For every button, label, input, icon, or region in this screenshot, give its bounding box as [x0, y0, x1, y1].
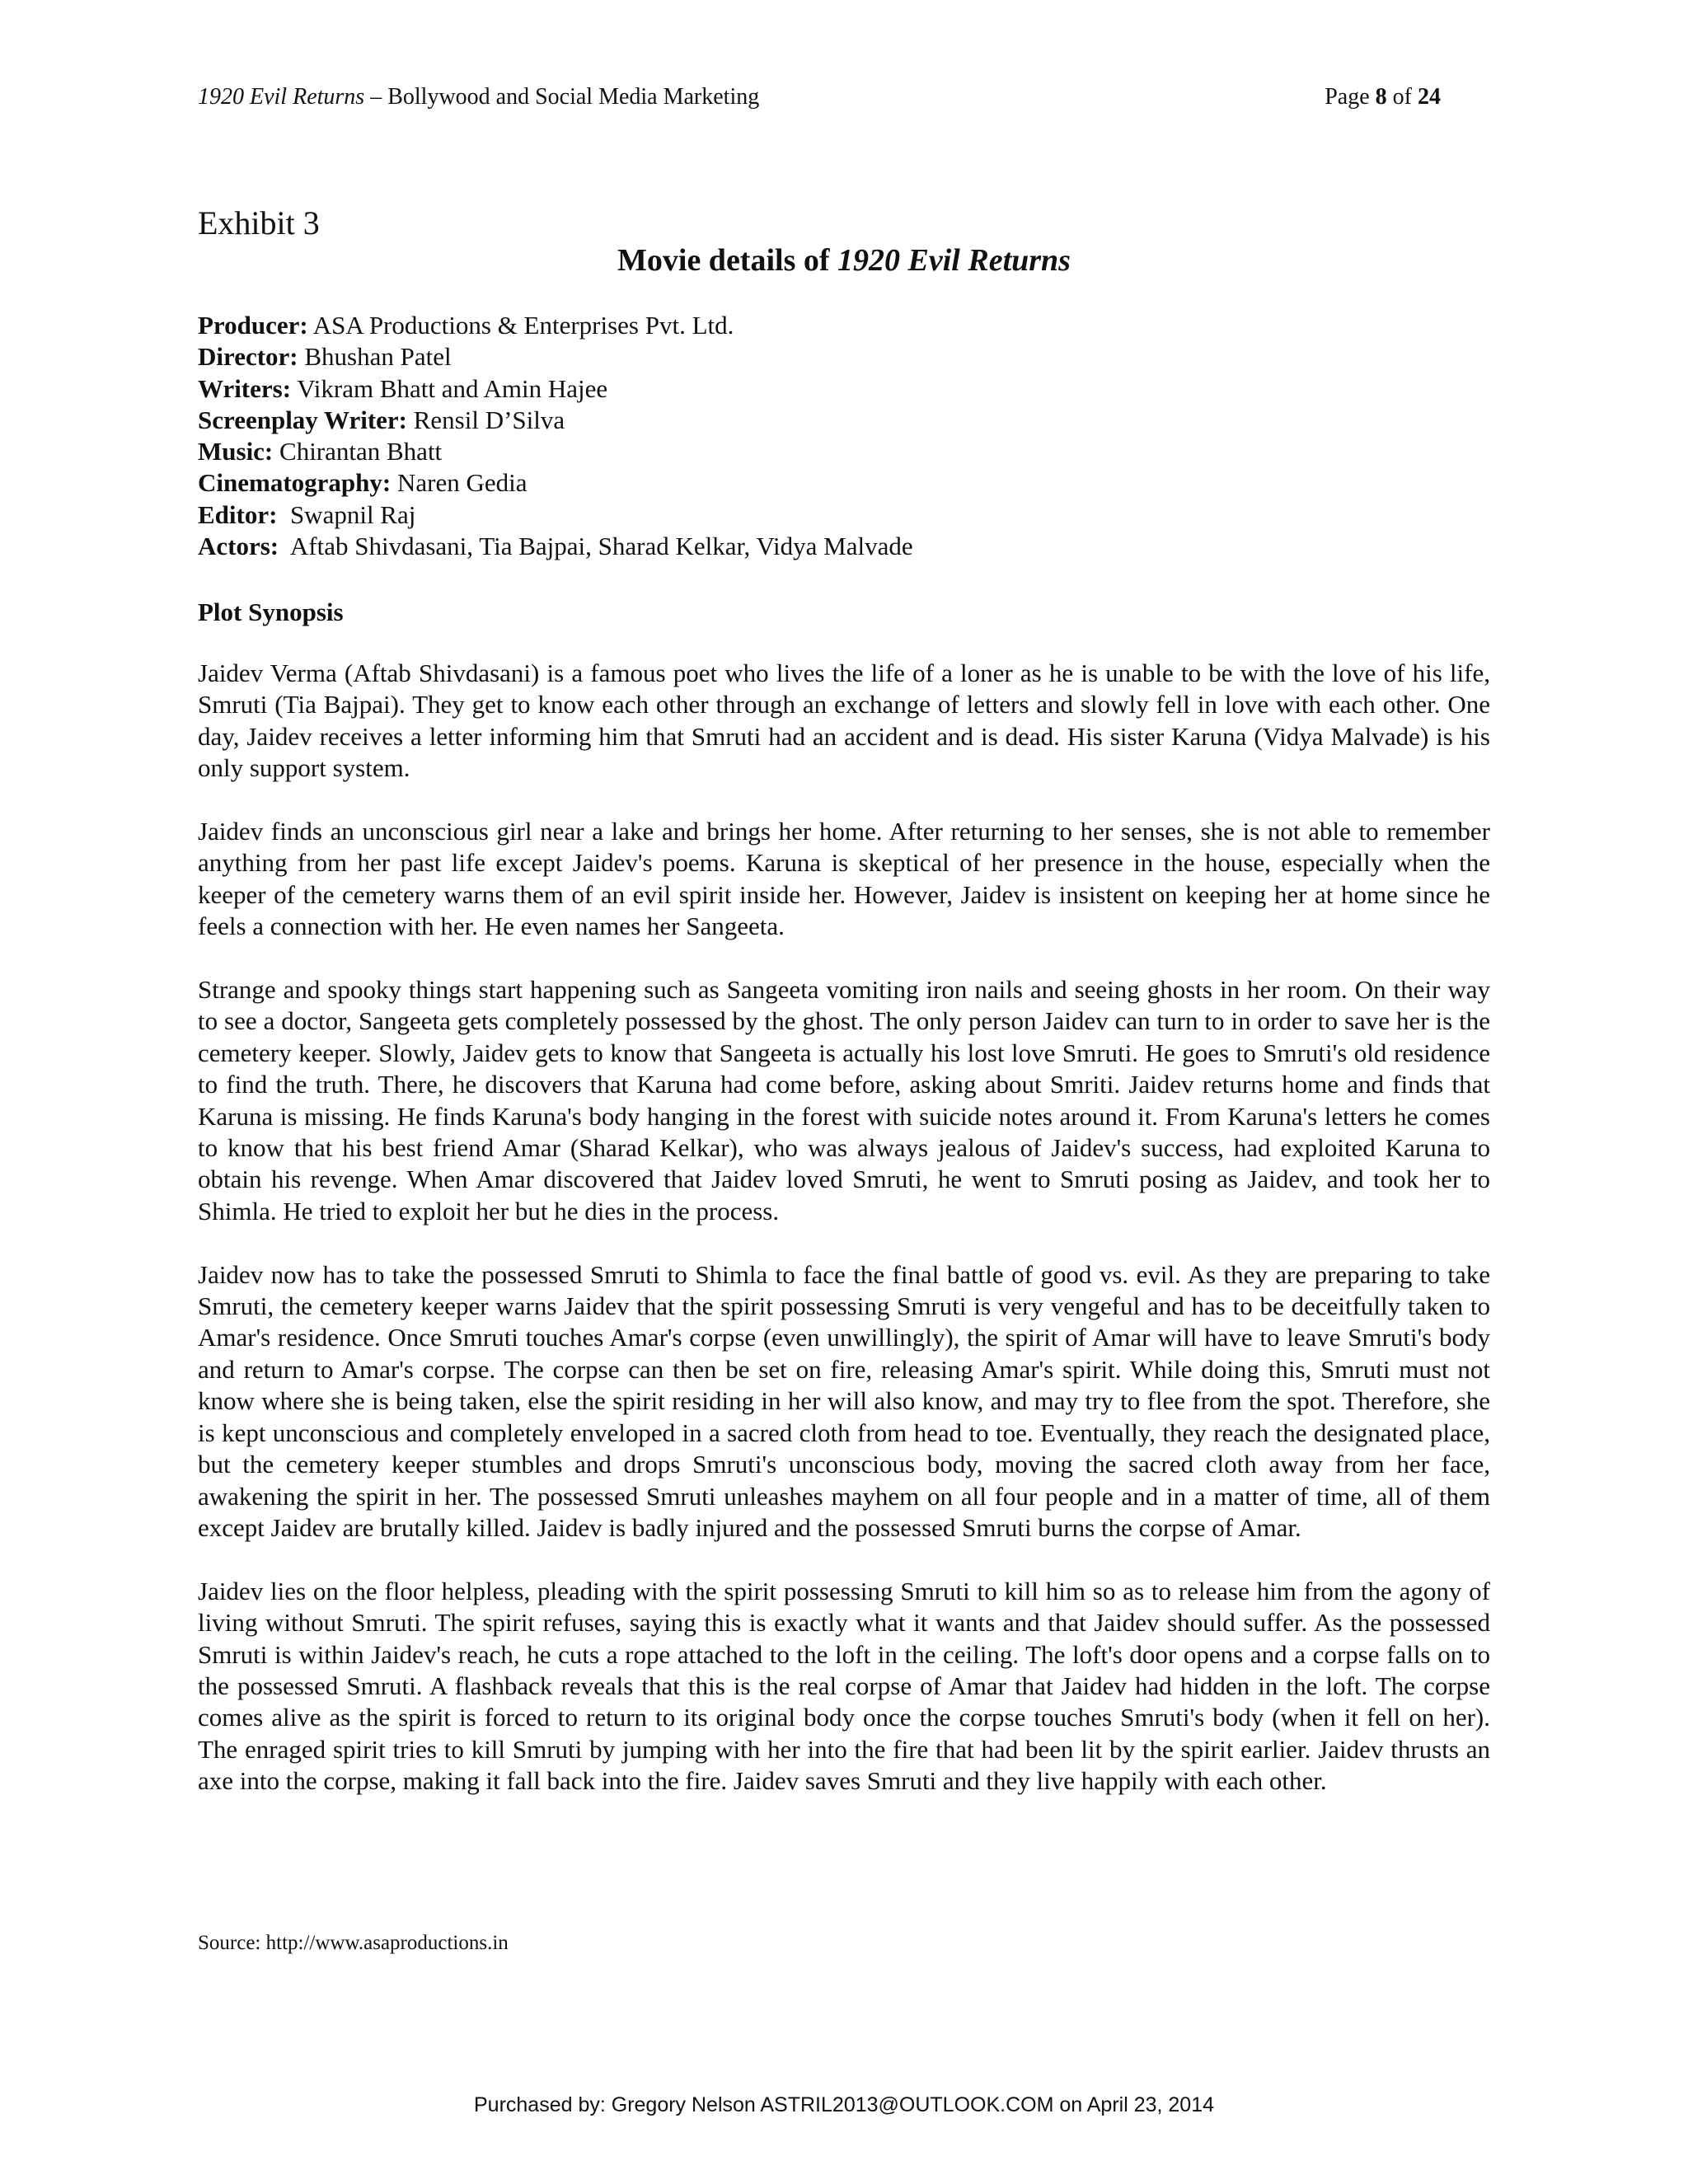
page-number-middle: of: [1386, 84, 1418, 110]
synopsis-paragraph: Jaidev finds an unconscious girl near a lake and brings her home. After returning to her senses, she is not able to remember anything from her past life except Jaidev's poems. Karuna is skeptical of her presence in the house, especially when the keeper of the cemetery warns them of an evil spirit inside her. However, Jaidev is insistent on keeping her at home since he feels a connection with her. He even names her Sangeeta.: [198, 817, 1490, 941]
page-number-total: 24: [1418, 84, 1441, 110]
plot-synopsis-body: [198, 658, 1490, 1829]
page-number-current: 8: [1375, 84, 1387, 110]
credit-value: Chirantan Bhatt: [273, 437, 443, 466]
page-number: [1325, 82, 1441, 112]
credit-label: Music:: [198, 437, 274, 466]
credit-row-editor: [198, 499, 1490, 531]
exhibit-label: Exhibit 3: [198, 204, 320, 241]
credit-label: Producer:: [198, 311, 308, 340]
credit-label: Writers:: [198, 373, 292, 403]
credit-row-actors: [198, 531, 1490, 562]
synopsis-paragraph: Jaidev now has to take the possessed Smruti to Shimla to face the final battle of good vs. evil. As they are preparing to take Smruti, the cemetery keeper warns Jaidev that the spirit possessing Smruti is very vengeful and has to be deceitfully taken to Amar's residence. Once Smruti touches Amar's corpse (even unwillingly), the spirit of Amar will have to leave Smruti's body and return to Amar's corpse. The corpse can then be set on fire, releasing Amar's spirit. While doing this, Smruti must not know where she is being taken, else the spirit residing in her will also know, and may try to flee from the spot. Therefore, she is kept unconscious and completely enveloped in a sacred cloth from head to toe. Eventually, they reach the designated place, but the cemetery keeper stumbles and drops Smruti's unconscious body, moving the sacred cloth away from her face, awakening the spirit in her. The possessed Smruti unleashes mayhem on all four people and in a matter of time, all of them except Jaidev are brutally killed. Jaidev is badly injured and the possessed Smruti burns the corpse of Amar.: [198, 1259, 1490, 1542]
credit-label: Director:: [198, 342, 298, 372]
credit-row-writers: [198, 373, 1490, 405]
credit-value: Naren Gedia: [391, 468, 528, 498]
synopsis-paragraph: Jaidev lies on the floor helpless, pleading with the spirit possessing Smruti to kill him so as to release him from the agony of living without Smruti. The spirit refuses, saying this is exactly what it wants and that Jaidev should suffer. As the possessed Smruti is within Jaidev's reach, he cuts a rope attached to the loft in the ceiling. The loft's door opens and a corpse falls on to the possessed Smruti. A flashback reveals that this is the real corpse of Amar that Jaidev had hidden in the loft. The corpse comes alive as the spirit is forced to return to its original body once the corpse touches Smruti's body (when it fell on her). The enraged spirit tries to kill Smruti by jumping with her into the fire that had been lit by the spirit earlier. Jaidev thrusts an axe into the corpse, making it fall back into the fire. Jaidev saves Smruti and they live happily with each other.: [198, 1576, 1490, 1796]
credit-value: Swapnil Raj: [277, 499, 416, 529]
credit-label: Screenplay Writer:: [198, 405, 407, 434]
credit-row-music: [198, 436, 1490, 467]
source-note: Source: http://www.asaproductions.in: [198, 1932, 509, 1954]
plot-synopsis-heading: Plot Synopsis: [198, 598, 344, 626]
credit-label: Cinematography:: [198, 468, 392, 498]
document-title-prefix: Movie details of: [617, 243, 838, 278]
credit-row-producer: [198, 310, 1490, 341]
credit-row-cinematography: [198, 467, 1490, 499]
document-title-italic: 1920 Evil Returns: [837, 243, 1071, 278]
credit-row-director: [198, 341, 1490, 373]
page-number-prefix: Page: [1325, 84, 1376, 110]
running-title-italic: 1920 Evil Returns: [198, 84, 365, 110]
synopsis-paragraph: Strange and spooky things start happening such as Sangeeta vomiting iron nails and seeing ghosts in her room. On their way to see a doctor, Sangeeta gets completely possessed by the ghost. The only person Jaidev can turn to in order to save her is the cemetery keeper. Slowly, Jaidev gets to know that Sangeeta is actually his lost love Smruti. He goes to Smruti's old residence to find the truth. There, he discovers that Karuna had come before, asking about Smriti. Jaidev returns home and finds that Karuna is missing. He finds Karuna's body hanging in the forest with suicide notes around it. From Karuna's letters he comes to know that his best friend Amar (Sharad Kelkar), who was always jealous of Jaidev's success, had exploited Karuna to obtain his revenge. When Amar discovered that Jaidev loved Smruti, he went to Smruti posing as Jaidev, and took her to Shimla. He tried to exploit her but he dies in the process.: [198, 975, 1490, 1226]
credit-row-screenplay-writer: [198, 405, 1490, 436]
synopsis-paragraph: Jaidev Verma (Aftab Shivdasani) is a famous poet who lives the life of a loner as he is unable to be with the love of his life, Smruti (Tia Bajpai). They get to know each other through an exchange of letters and slowly fell in love with each other. One day, Jaidev receives a letter informing him that Smruti had an accident and is dead. His sister Karuna (Vidya Malvade) is his only support system.: [198, 658, 1490, 783]
credit-value: Bhushan Patel: [298, 342, 452, 372]
document-running-title: [198, 82, 759, 112]
credit-value: Vikram Bhatt and Amin Hajee: [291, 373, 608, 403]
purchase-footer: Purchased by: Gregory Nelson ASTRIL2013@OUTLOOK.COM on April 23, 2014: [473, 2093, 1215, 2116]
credit-label: Actors:: [198, 532, 279, 561]
credit-label: Editor:: [198, 499, 278, 529]
credit-value: ASA Productions & Enterprises Pvt. Ltd.: [307, 311, 734, 340]
credits-list: [198, 310, 1490, 562]
credit-value: Rensil D’Silva: [406, 405, 565, 434]
running-title-rest: – Bollywood and Social Media Marketing: [364, 84, 760, 110]
document-title: [198, 241, 1490, 280]
credit-value: Aftab Shivdasani, Tia Bajpai, Sharad Kelkar, Vidya Malvade: [279, 532, 913, 561]
